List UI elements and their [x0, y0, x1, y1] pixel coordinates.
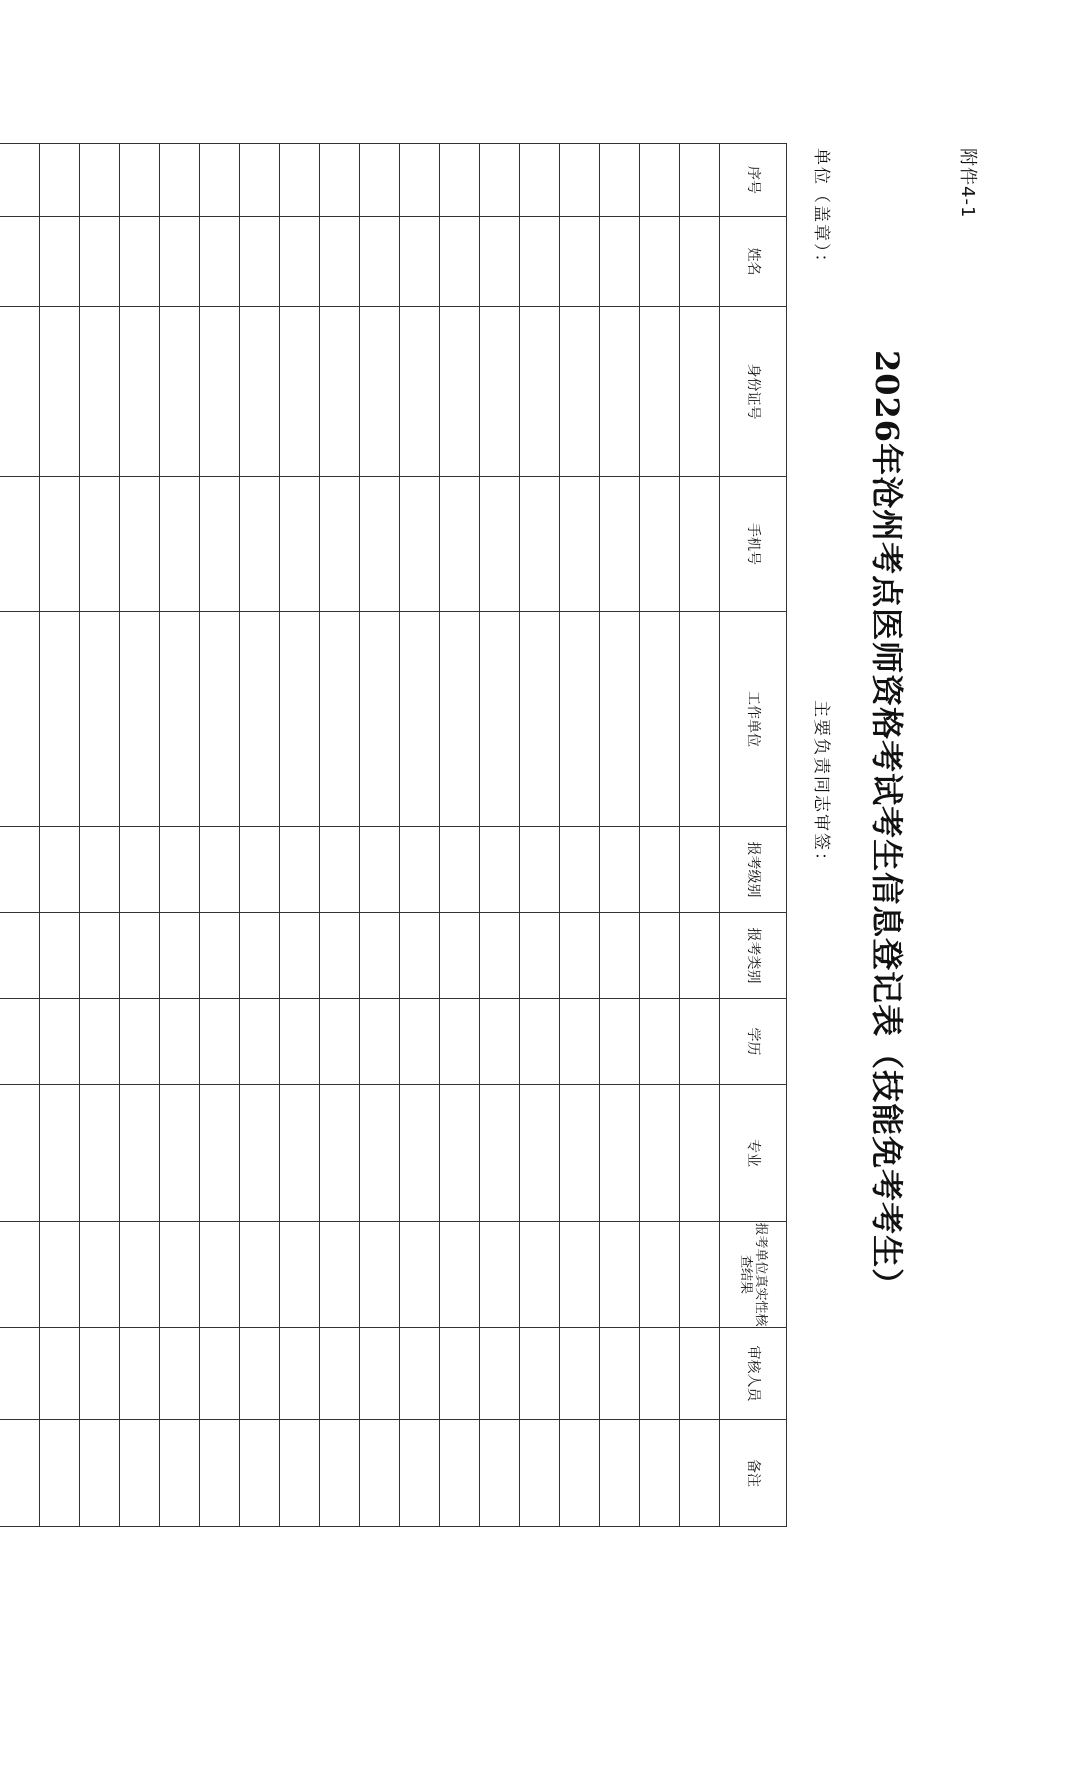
header-education: 学历 [720, 999, 787, 1085]
table-cell[interactable] [200, 217, 240, 307]
table-cell[interactable] [560, 1222, 600, 1328]
table-cell[interactable] [160, 1420, 200, 1527]
table-cell[interactable] [480, 913, 520, 999]
table-cell[interactable] [600, 999, 640, 1085]
table-cell[interactable] [80, 1222, 120, 1328]
table-cell[interactable] [520, 612, 560, 827]
table-cell[interactable] [480, 477, 520, 612]
table-cell[interactable] [40, 827, 80, 913]
table-cell[interactable] [640, 1222, 680, 1328]
table-cell[interactable] [240, 1085, 280, 1222]
header-verification-result: 报考单位真实性核查结果 [720, 1222, 787, 1328]
table-cell[interactable] [680, 913, 720, 999]
table-cell[interactable] [240, 217, 280, 307]
table-cell[interactable] [480, 1085, 520, 1222]
table-cell[interactable] [200, 612, 240, 827]
table-cell[interactable] [120, 827, 160, 913]
signer-label: 主要负责同志审签： [811, 700, 831, 871]
header-exam-category: 报考类别 [720, 913, 787, 999]
table-cell[interactable] [320, 1420, 360, 1527]
table-cell[interactable] [600, 217, 640, 307]
table-cell[interactable] [680, 307, 720, 477]
table-cell[interactable] [400, 827, 440, 913]
table-cell[interactable] [0, 1420, 40, 1527]
table-row [0, 144, 40, 1527]
table-row [400, 144, 440, 1527]
table-cell[interactable] [680, 1328, 720, 1420]
table-cell[interactable] [40, 1420, 80, 1527]
table-cell[interactable] [0, 1222, 40, 1328]
table-cell[interactable] [560, 913, 600, 999]
table-cell[interactable] [680, 612, 720, 827]
table-cell[interactable] [240, 477, 280, 612]
table-cell[interactable] [280, 307, 320, 477]
header-exam-level: 报考级别 [720, 827, 787, 913]
table-cell[interactable] [320, 1328, 360, 1420]
table-cell[interactable] [400, 999, 440, 1085]
table-cell[interactable] [80, 477, 120, 612]
table-cell[interactable] [600, 144, 640, 217]
table-cell[interactable] [600, 827, 640, 913]
table-cell[interactable] [360, 307, 400, 477]
table-row [360, 144, 400, 1527]
unit-stamp-label: 单位（盖章）： [811, 148, 831, 273]
table-row [200, 144, 240, 1527]
table-cell[interactable] [360, 827, 400, 913]
table-cell[interactable] [120, 307, 160, 477]
table-cell[interactable] [80, 1085, 120, 1222]
table-row [160, 144, 200, 1527]
table-cell[interactable] [240, 827, 280, 913]
table-cell[interactable] [400, 1085, 440, 1222]
header-name: 姓名 [720, 217, 787, 307]
table-cell[interactable] [80, 1420, 120, 1527]
table-cell[interactable] [80, 1328, 120, 1420]
table-cell[interactable] [560, 307, 600, 477]
table-cell[interactable] [680, 477, 720, 612]
table-cell[interactable] [560, 477, 600, 612]
table-cell[interactable] [40, 612, 80, 827]
table-cell[interactable] [240, 144, 280, 217]
table-row [40, 144, 80, 1527]
header-major: 专业 [720, 1085, 787, 1222]
table-cell[interactable] [640, 999, 680, 1085]
table-cell[interactable] [400, 1420, 440, 1527]
table-cell[interactable] [480, 1420, 520, 1527]
table-cell[interactable] [680, 1420, 720, 1527]
table-cell[interactable] [160, 477, 200, 612]
table-cell[interactable] [0, 612, 40, 827]
table-cell[interactable] [120, 1085, 160, 1222]
table-cell[interactable] [400, 307, 440, 477]
table-cell[interactable] [400, 477, 440, 612]
table-row [680, 144, 720, 1527]
table-cell[interactable] [240, 612, 280, 827]
header-id-number: 身份证号 [720, 307, 787, 477]
table-cell[interactable] [680, 1085, 720, 1222]
table-cell[interactable] [360, 144, 400, 217]
table-cell[interactable] [640, 307, 680, 477]
table-cell[interactable] [560, 217, 600, 307]
table-cell[interactable] [280, 1085, 320, 1222]
table-cell[interactable] [160, 827, 200, 913]
table-cell[interactable] [680, 1222, 720, 1328]
table-cell[interactable] [440, 1085, 480, 1222]
table-row [440, 144, 480, 1527]
table-cell[interactable] [0, 827, 40, 913]
table-cell[interactable] [280, 612, 320, 827]
table-cell[interactable] [0, 1085, 40, 1222]
table-cell[interactable] [240, 1420, 280, 1527]
table-cell[interactable] [360, 1420, 400, 1527]
table-cell[interactable] [280, 913, 320, 999]
table-cell[interactable] [560, 1420, 600, 1527]
header-reviewer: 审核人员 [720, 1328, 787, 1420]
table-cell[interactable] [320, 999, 360, 1085]
table-cell[interactable] [40, 1328, 80, 1420]
table-cell[interactable] [560, 827, 600, 913]
table-cell[interactable] [480, 307, 520, 477]
table-cell[interactable] [440, 1328, 480, 1420]
table-cell[interactable] [600, 1085, 640, 1222]
table-cell[interactable] [600, 1420, 640, 1527]
table-cell[interactable] [160, 1222, 200, 1328]
table-cell[interactable] [600, 307, 640, 477]
table-cell[interactable] [640, 827, 680, 913]
table-cell[interactable] [120, 999, 160, 1085]
table-cell[interactable] [280, 477, 320, 612]
table-cell[interactable] [600, 477, 640, 612]
table-cell[interactable] [400, 1328, 440, 1420]
table-row [480, 144, 520, 1527]
header-seq: 序号 [720, 144, 787, 217]
table-cell[interactable] [160, 1085, 200, 1222]
table-cell[interactable] [280, 1420, 320, 1527]
table-cell[interactable] [440, 217, 480, 307]
table-cell[interactable] [160, 913, 200, 999]
table-cell[interactable] [320, 1085, 360, 1222]
table-cell[interactable] [160, 1328, 200, 1420]
table-cell[interactable] [0, 477, 40, 612]
table-cell[interactable] [120, 217, 160, 307]
table-row [600, 144, 640, 1527]
table-cell[interactable] [160, 612, 200, 827]
table-cell[interactable] [640, 1328, 680, 1420]
table-cell[interactable] [320, 217, 360, 307]
table-cell[interactable] [200, 999, 240, 1085]
table-row [280, 144, 320, 1527]
table-cell[interactable] [360, 477, 400, 612]
table-cell[interactable] [600, 1328, 640, 1420]
table-cell[interactable] [520, 217, 560, 307]
table-cell[interactable] [200, 477, 240, 612]
table-cell[interactable] [520, 144, 560, 217]
table-cell[interactable] [160, 999, 200, 1085]
table-cell[interactable] [280, 999, 320, 1085]
table-cell[interactable] [600, 1222, 640, 1328]
table-cell[interactable] [280, 144, 320, 217]
table-cell[interactable] [200, 1420, 240, 1527]
table-cell[interactable] [80, 307, 120, 477]
table-cell[interactable] [520, 477, 560, 612]
table-cell[interactable] [560, 1328, 600, 1420]
table-cell[interactable] [200, 144, 240, 217]
table-cell[interactable] [80, 612, 120, 827]
table-cell[interactable] [440, 1222, 480, 1328]
registration-table [0, 143, 787, 1527]
table-cell[interactable] [40, 477, 80, 612]
table-cell[interactable] [280, 1222, 320, 1328]
table-cell[interactable] [40, 913, 80, 999]
table-cell[interactable] [680, 144, 720, 217]
table-cell[interactable] [600, 612, 640, 827]
table-cell[interactable] [320, 827, 360, 913]
table-body [0, 144, 720, 1527]
table-row [320, 144, 360, 1527]
table-cell[interactable] [480, 827, 520, 913]
table-cell[interactable] [200, 1222, 240, 1328]
table-cell[interactable] [440, 999, 480, 1085]
table-cell[interactable] [0, 1328, 40, 1420]
table-cell[interactable] [440, 1420, 480, 1527]
table-cell[interactable] [200, 1085, 240, 1222]
table-cell[interactable] [560, 999, 600, 1085]
table-cell[interactable] [120, 1328, 160, 1420]
table-cell[interactable] [360, 999, 400, 1085]
table-cell[interactable] [240, 307, 280, 477]
header-remarks: 备注 [720, 1420, 787, 1527]
table-cell[interactable] [400, 913, 440, 999]
table-cell[interactable] [400, 612, 440, 827]
table-cell[interactable] [600, 913, 640, 999]
table-cell[interactable] [80, 999, 120, 1085]
table-row [560, 144, 600, 1527]
table-cell[interactable] [80, 913, 120, 999]
table-cell[interactable] [480, 217, 520, 307]
table-cell[interactable] [560, 1085, 600, 1222]
table-cell[interactable] [680, 827, 720, 913]
table-cell[interactable] [280, 217, 320, 307]
table-cell[interactable] [240, 1222, 280, 1328]
table-cell[interactable] [360, 1222, 400, 1328]
table-cell[interactable] [160, 144, 200, 217]
table-cell[interactable] [560, 144, 600, 217]
table-cell[interactable] [440, 144, 480, 217]
table-cell[interactable] [640, 477, 680, 612]
table-cell[interactable] [40, 1085, 80, 1222]
table-cell[interactable] [80, 827, 120, 913]
table-cell[interactable] [160, 307, 200, 477]
table-cell[interactable] [240, 1328, 280, 1420]
table-cell[interactable] [560, 612, 600, 827]
table-cell[interactable] [360, 1085, 400, 1222]
table-row [80, 144, 120, 1527]
table-cell[interactable] [120, 612, 160, 827]
table-cell[interactable] [120, 477, 160, 612]
table-cell[interactable] [520, 1222, 560, 1328]
table-cell[interactable] [200, 827, 240, 913]
table-cell[interactable] [80, 144, 120, 217]
table-cell[interactable] [320, 144, 360, 217]
table-cell[interactable] [520, 1420, 560, 1527]
table-cell[interactable] [0, 307, 40, 477]
table-cell[interactable] [360, 217, 400, 307]
table-row [240, 144, 280, 1527]
table-cell[interactable] [200, 913, 240, 999]
table-cell[interactable] [40, 999, 80, 1085]
table-cell[interactable] [520, 827, 560, 913]
table-cell[interactable] [320, 1222, 360, 1328]
table-cell[interactable] [480, 1328, 520, 1420]
table-cell[interactable] [520, 913, 560, 999]
table-cell[interactable] [480, 999, 520, 1085]
table-cell[interactable] [240, 999, 280, 1085]
table-cell[interactable] [120, 913, 160, 999]
table-cell[interactable] [80, 217, 120, 307]
table-cell[interactable] [40, 217, 80, 307]
table-cell[interactable] [680, 999, 720, 1085]
table-cell[interactable] [440, 913, 480, 999]
table-cell[interactable] [200, 1328, 240, 1420]
table-cell[interactable] [440, 477, 480, 612]
table-cell[interactable] [320, 477, 360, 612]
table-cell[interactable] [0, 217, 40, 307]
header-phone: 手机号 [720, 477, 787, 612]
table-cell[interactable] [40, 144, 80, 217]
table-cell[interactable] [520, 1085, 560, 1222]
table-row [640, 144, 680, 1527]
table-cell[interactable] [40, 1222, 80, 1328]
table-cell[interactable] [40, 307, 80, 477]
table-cell[interactable] [520, 307, 560, 477]
table-cell[interactable] [120, 1222, 160, 1328]
table-cell[interactable] [320, 612, 360, 827]
table-header-row [720, 144, 787, 1527]
table-cell[interactable] [120, 1420, 160, 1527]
table-cell[interactable] [480, 1222, 520, 1328]
header-workplace: 工作单位 [720, 612, 787, 827]
table-cell[interactable] [400, 1222, 440, 1328]
table-cell[interactable] [360, 1328, 400, 1420]
table-cell[interactable] [0, 999, 40, 1085]
table-cell[interactable] [280, 827, 320, 913]
table-cell[interactable] [280, 1328, 320, 1420]
table-cell[interactable] [400, 144, 440, 217]
table-cell[interactable] [640, 913, 680, 999]
table-cell[interactable] [440, 827, 480, 913]
table-row [120, 144, 160, 1527]
table-cell[interactable] [400, 217, 440, 307]
table-cell[interactable] [640, 217, 680, 307]
table-cell[interactable] [240, 913, 280, 999]
table-cell[interactable] [640, 1420, 680, 1527]
table-cell[interactable] [120, 144, 160, 217]
table-cell[interactable] [360, 612, 400, 827]
table-cell[interactable] [320, 307, 360, 477]
annex-label: 附件4-1 [957, 148, 978, 219]
table-cell[interactable] [0, 913, 40, 999]
table-cell[interactable] [320, 913, 360, 999]
table-cell[interactable] [640, 612, 680, 827]
table-cell[interactable] [520, 999, 560, 1085]
table-cell[interactable] [200, 307, 240, 477]
table-cell[interactable] [440, 307, 480, 477]
table-cell[interactable] [520, 1328, 560, 1420]
table-cell[interactable] [640, 1085, 680, 1222]
table-cell[interactable] [440, 612, 480, 827]
table-cell[interactable] [680, 217, 720, 307]
table-row [520, 144, 560, 1527]
table-cell[interactable] [480, 612, 520, 827]
page-title: 2026年沧州考点医师资格考试考生信息登记表（技能免考考生） [868, 350, 906, 1302]
table-cell[interactable] [640, 144, 680, 217]
table-cell[interactable] [0, 144, 40, 217]
table-cell[interactable] [360, 913, 400, 999]
table-cell[interactable] [160, 217, 200, 307]
table-cell[interactable] [480, 144, 520, 217]
